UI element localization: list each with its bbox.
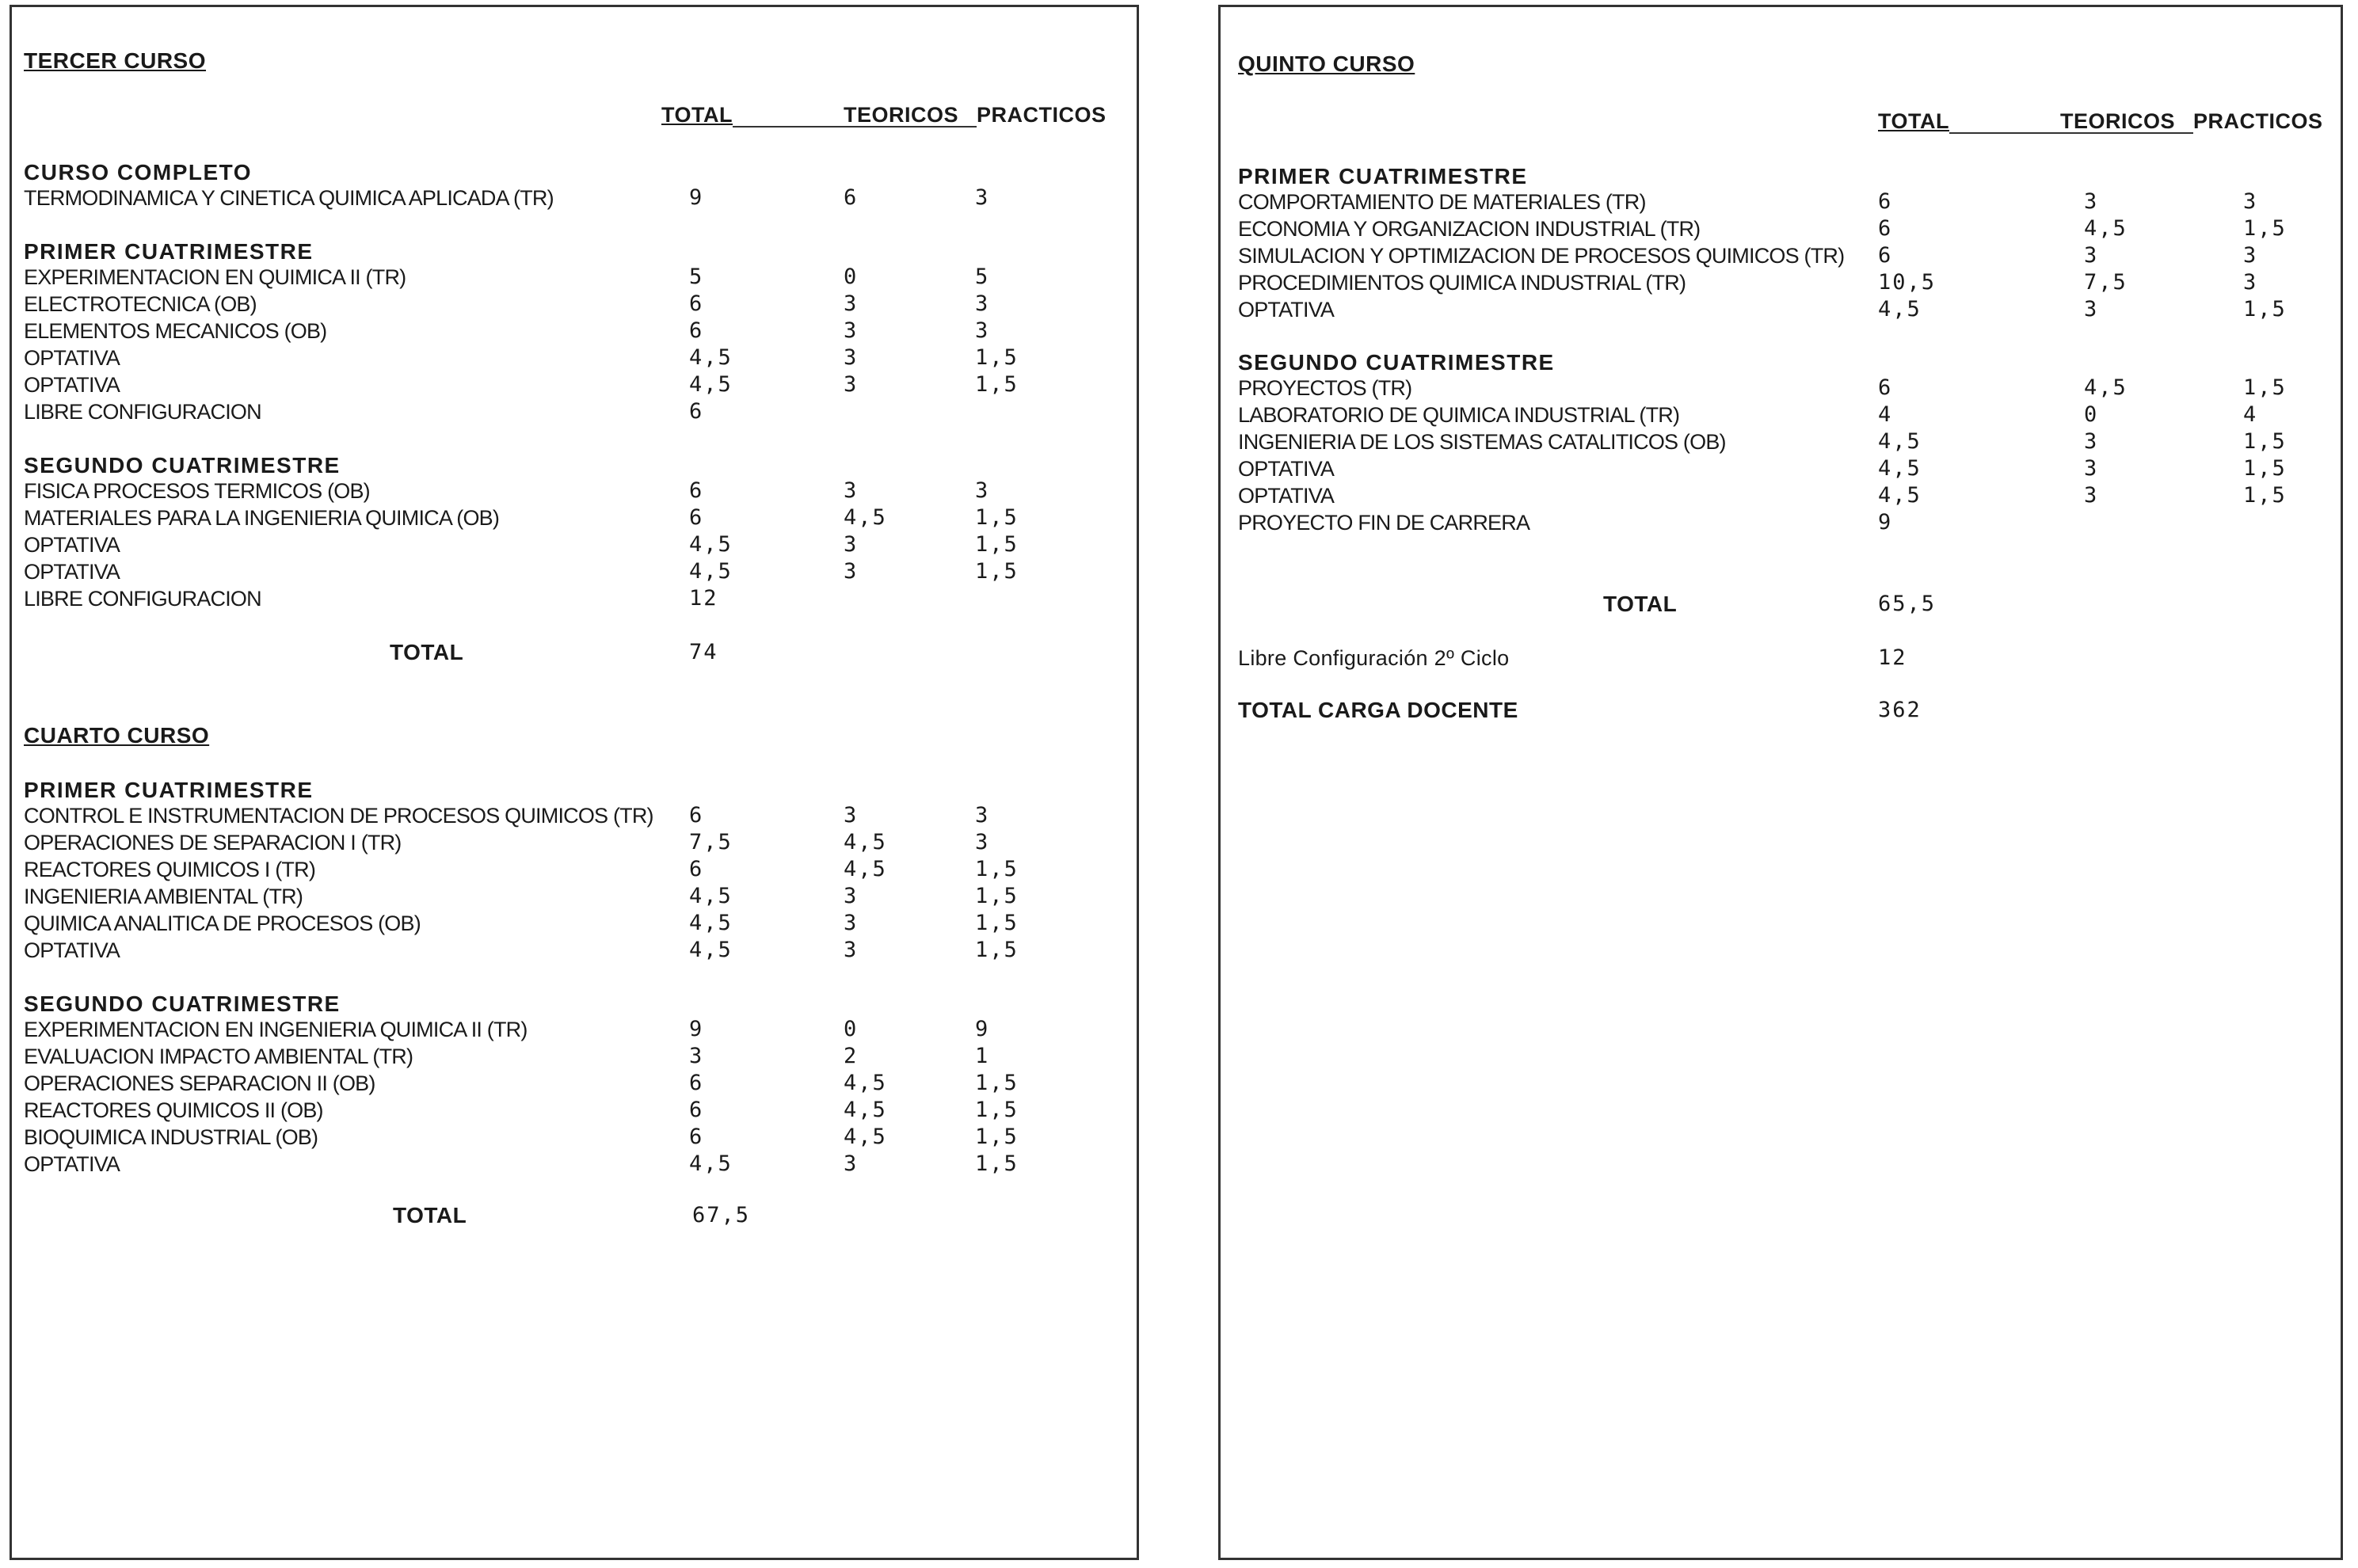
section-title: SEGUNDO CUATRIMESTRE xyxy=(24,453,341,478)
subject-name: ELECTROTECNICA (OB) xyxy=(24,292,257,316)
course-title-quinto: QUINTO CURSO xyxy=(1238,51,1415,76)
subject-name: EVALUACION IMPACTO AMBIENTAL (TR) xyxy=(24,1045,413,1068)
subject-name: PROYECTOS (TR) xyxy=(1238,376,1412,400)
subject-name: OPTATIVA xyxy=(1238,484,1335,508)
subject-teoricos: 3 xyxy=(844,345,859,370)
subject-teoricos: 4,5 xyxy=(2084,375,2128,400)
subject-name: ELEMENTOS MECANICOS (OB) xyxy=(24,319,327,343)
subject-practicos: 9 xyxy=(975,1017,990,1041)
subject-total: 4,5 xyxy=(689,911,733,935)
subject-total: 4,5 xyxy=(689,1151,733,1176)
subject-practicos: 3 xyxy=(975,185,990,210)
subject-teoricos: 4,5 xyxy=(844,1098,887,1122)
subject-practicos: 1,5 xyxy=(975,1071,1019,1095)
subject-practicos: 1,5 xyxy=(975,884,1019,908)
header-rule xyxy=(1949,132,2193,134)
total-carga-docente-label: TOTAL CARGA DOCENTE xyxy=(1238,698,1518,722)
column-header-teoricos: TEORICOS xyxy=(844,103,959,127)
subject-total: 6 xyxy=(689,478,704,503)
subject-total: 12 xyxy=(689,586,718,611)
subject-total: 4,5 xyxy=(689,884,733,908)
subject-name: PROYECTO FIN DE CARRERA xyxy=(1238,511,1530,535)
subject-total: 3 xyxy=(689,1044,704,1068)
subject-name: REACTORES QUIMICOS I (TR) xyxy=(24,858,316,881)
subject-name: OPTATIVA xyxy=(24,533,120,557)
total-value-tercer: 74 xyxy=(689,640,718,664)
subject-teoricos: 3 xyxy=(844,1151,859,1176)
subject-name: OPTATIVA xyxy=(24,346,120,370)
subject-total: 6 xyxy=(1878,216,1893,241)
subject-total: 7,5 xyxy=(689,830,733,854)
subject-teoricos: 3 xyxy=(844,291,859,316)
subject-teoricos: 0 xyxy=(2084,402,2099,427)
subject-teoricos: 3 xyxy=(844,911,859,935)
section-title: SEGUNDO CUATRIMESTRE xyxy=(1238,350,1555,375)
subject-total: 4,5 xyxy=(1878,483,1922,508)
subject-name: CONTROL E INSTRUMENTACION DE PROCESOS QUIMICOS (TR) xyxy=(24,804,653,828)
subject-name: FISICA PROCESOS TERMICOS (OB) xyxy=(24,479,370,503)
subject-practicos: 1,5 xyxy=(975,857,1019,881)
subject-practicos: 1,5 xyxy=(2243,297,2287,322)
subject-name: OPTATIVA xyxy=(1238,298,1335,322)
subject-practicos: 1,5 xyxy=(975,911,1019,935)
subject-teoricos: 4,5 xyxy=(844,1071,887,1095)
subject-name: OPERACIONES DE SEPARACION I (TR) xyxy=(24,831,402,854)
section-title: SEGUNDO CUATRIMESTRE xyxy=(24,991,341,1016)
subject-teoricos: 3 xyxy=(844,478,859,503)
subject-teoricos: 3 xyxy=(844,884,859,908)
subject-name: OPTATIVA xyxy=(24,373,120,397)
subject-practicos: 5 xyxy=(975,265,990,289)
subject-total: 6 xyxy=(689,803,704,828)
section-title: PRIMER CUATRIMESTRE xyxy=(24,239,314,264)
right-page xyxy=(1218,5,2343,1560)
subject-teoricos: 7,5 xyxy=(2084,270,2128,295)
subject-total: 6 xyxy=(1878,375,1893,400)
subject-practicos: 3 xyxy=(975,478,990,503)
subject-name: REACTORES QUIMICOS II (OB) xyxy=(24,1098,323,1122)
subject-teoricos: 3 xyxy=(2084,243,2099,268)
left-page xyxy=(10,5,1139,1560)
subject-teoricos: 3 xyxy=(844,318,859,343)
course-title-cuarto: CUARTO CURSO xyxy=(24,723,210,748)
subject-total: 9 xyxy=(1878,510,1893,535)
subject-teoricos: 3 xyxy=(2084,189,2099,214)
column-header-total: TOTAL xyxy=(1878,109,1949,133)
subject-practicos: 3 xyxy=(975,830,990,854)
subject-practicos: 1,5 xyxy=(975,345,1019,370)
subject-total: 6 xyxy=(689,857,704,881)
libre-configuracion-value: 12 xyxy=(1878,645,1907,670)
total-label-quinto: TOTAL xyxy=(1603,592,1678,616)
subject-total: 4,5 xyxy=(689,532,733,557)
subject-teoricos: 0 xyxy=(844,1017,859,1041)
subject-practicos: 1,5 xyxy=(975,1098,1019,1122)
subject-name: SIMULACION Y OPTIMIZACION DE PROCESOS QUIMICOS (TR) xyxy=(1238,244,1845,268)
header-rule xyxy=(733,126,977,127)
subject-teoricos: 3 xyxy=(2084,297,2099,322)
subject-teoricos: 3 xyxy=(2084,483,2099,508)
subject-total: 4,5 xyxy=(1878,456,1922,481)
subject-name: INGENIERIA AMBIENTAL (TR) xyxy=(24,885,303,908)
subject-practicos: 1,5 xyxy=(975,532,1019,557)
subject-teoricos: 4,5 xyxy=(844,857,887,881)
subject-total: 6 xyxy=(1878,189,1893,214)
section-title: PRIMER CUATRIMESTRE xyxy=(24,778,314,802)
subject-name: LABORATORIO DE QUIMICA INDUSTRIAL (TR) xyxy=(1238,403,1680,427)
subject-name: BIOQUIMICA INDUSTRIAL (OB) xyxy=(24,1125,318,1149)
column-header-total: TOTAL xyxy=(661,103,733,127)
subject-teoricos: 4,5 xyxy=(2084,216,2128,241)
subject-teoricos: 2 xyxy=(844,1044,859,1068)
subject-practicos: 4 xyxy=(2243,402,2258,427)
subject-teoricos: 6 xyxy=(844,185,859,210)
subject-total: 6 xyxy=(689,1071,704,1095)
subject-practicos: 3 xyxy=(2243,189,2258,214)
subject-practicos: 3 xyxy=(975,318,990,343)
subject-teoricos: 4,5 xyxy=(844,505,887,530)
total-label-cuarto: TOTAL xyxy=(393,1203,467,1227)
subject-total: 10,5 xyxy=(1878,270,1937,295)
subject-practicos: 1,5 xyxy=(2243,375,2287,400)
subject-name: OPTATIVA xyxy=(24,560,120,584)
subject-name: TERMODINAMICA Y CINETICA QUIMICA APLICADA (TR) xyxy=(24,186,554,210)
subject-name: ECONOMIA Y ORGANIZACION INDUSTRIAL (TR) xyxy=(1238,217,1701,241)
section-title: CURSO COMPLETO xyxy=(24,160,253,185)
subject-teoricos: 3 xyxy=(844,532,859,557)
subject-name: PROCEDIMIENTOS QUIMICA INDUSTRIAL (TR) xyxy=(1238,271,1686,295)
subject-practicos: 1,5 xyxy=(975,1151,1019,1176)
subject-name: OPTATIVA xyxy=(24,938,120,962)
subject-teoricos: 4,5 xyxy=(844,1125,887,1149)
subject-name: LIBRE CONFIGURACION xyxy=(24,400,261,424)
subject-total: 4,5 xyxy=(689,938,733,962)
subject-name: OPTATIVA xyxy=(1238,457,1335,481)
subject-practicos: 1,5 xyxy=(2243,483,2287,508)
subject-total: 4,5 xyxy=(1878,297,1922,322)
subject-practicos: 1,5 xyxy=(975,505,1019,530)
subject-total: 4,5 xyxy=(1878,429,1922,454)
subject-name: EXPERIMENTACION EN INGENIERIA QUIMICA II (TR) xyxy=(24,1018,528,1041)
subject-name: QUIMICA ANALITICA DE PROCESOS (OB) xyxy=(24,911,421,935)
subject-teoricos: 3 xyxy=(844,803,859,828)
subject-total: 9 xyxy=(689,185,704,210)
subject-total: 4 xyxy=(1878,402,1893,427)
column-header-practicos: PRACTICOS xyxy=(2193,109,2323,133)
subject-total: 4,5 xyxy=(689,345,733,370)
subject-practicos: 1,5 xyxy=(2243,456,2287,481)
total-carga-docente-value: 362 xyxy=(1878,698,1922,722)
subject-teoricos: 0 xyxy=(844,265,859,289)
subject-name: OPERACIONES SEPARACION II (OB) xyxy=(24,1071,375,1095)
subject-total: 6 xyxy=(689,399,704,424)
subject-name: OPTATIVA xyxy=(24,1152,120,1176)
subject-teoricos: 4,5 xyxy=(844,830,887,854)
subject-practicos: 1,5 xyxy=(2243,429,2287,454)
total-value-quinto: 65,5 xyxy=(1878,592,1937,616)
subject-teoricos: 3 xyxy=(2084,429,2099,454)
libre-configuracion-label: Libre Configuración 2º Ciclo xyxy=(1238,646,1510,670)
subject-practicos: 3 xyxy=(2243,270,2258,295)
subject-practicos: 1 xyxy=(975,1044,990,1068)
subject-total: 9 xyxy=(689,1017,704,1041)
subject-practicos: 3 xyxy=(975,291,990,316)
course-title-tercer: TERCER CURSO xyxy=(24,48,207,73)
subject-total: 6 xyxy=(689,505,704,530)
subject-practicos: 1,5 xyxy=(2243,216,2287,241)
subject-total: 6 xyxy=(1878,243,1893,268)
subject-practicos: 3 xyxy=(2243,243,2258,268)
section-title: PRIMER CUATRIMESTRE xyxy=(1238,164,1528,188)
subject-total: 4,5 xyxy=(689,559,733,584)
subject-name: EXPERIMENTACION EN QUIMICA II (TR) xyxy=(24,265,406,289)
total-label-tercer: TOTAL xyxy=(390,640,464,664)
column-header-teoricos: TEORICOS xyxy=(2060,109,2176,133)
subject-name: INGENIERIA DE LOS SISTEMAS CATALITICOS (OB) xyxy=(1238,430,1726,454)
subject-practicos: 1,5 xyxy=(975,1125,1019,1149)
column-header-practicos: PRACTICOS xyxy=(977,103,1107,127)
subject-total: 6 xyxy=(689,1098,704,1122)
subject-total: 6 xyxy=(689,1125,704,1149)
subject-practicos: 1,5 xyxy=(975,559,1019,584)
subject-total: 4,5 xyxy=(689,372,733,397)
subject-practicos: 1,5 xyxy=(975,938,1019,962)
subject-teoricos: 3 xyxy=(2084,456,2099,481)
subject-total: 6 xyxy=(689,318,704,343)
subject-name: COMPORTAMIENTO DE MATERIALES (TR) xyxy=(1238,190,1646,214)
subject-name: MATERIALES PARA LA INGENIERIA QUIMICA (OB) xyxy=(24,506,500,530)
subject-name: LIBRE CONFIGURACION xyxy=(24,587,261,611)
subject-teoricos: 3 xyxy=(844,938,859,962)
total-value-cuarto: 67,5 xyxy=(692,1203,751,1227)
subject-practicos: 3 xyxy=(975,803,990,828)
subject-teoricos: 3 xyxy=(844,372,859,397)
subject-teoricos: 3 xyxy=(844,559,859,584)
subject-total: 6 xyxy=(689,291,704,316)
subject-practicos: 1,5 xyxy=(975,372,1019,397)
subject-total: 5 xyxy=(689,265,704,289)
